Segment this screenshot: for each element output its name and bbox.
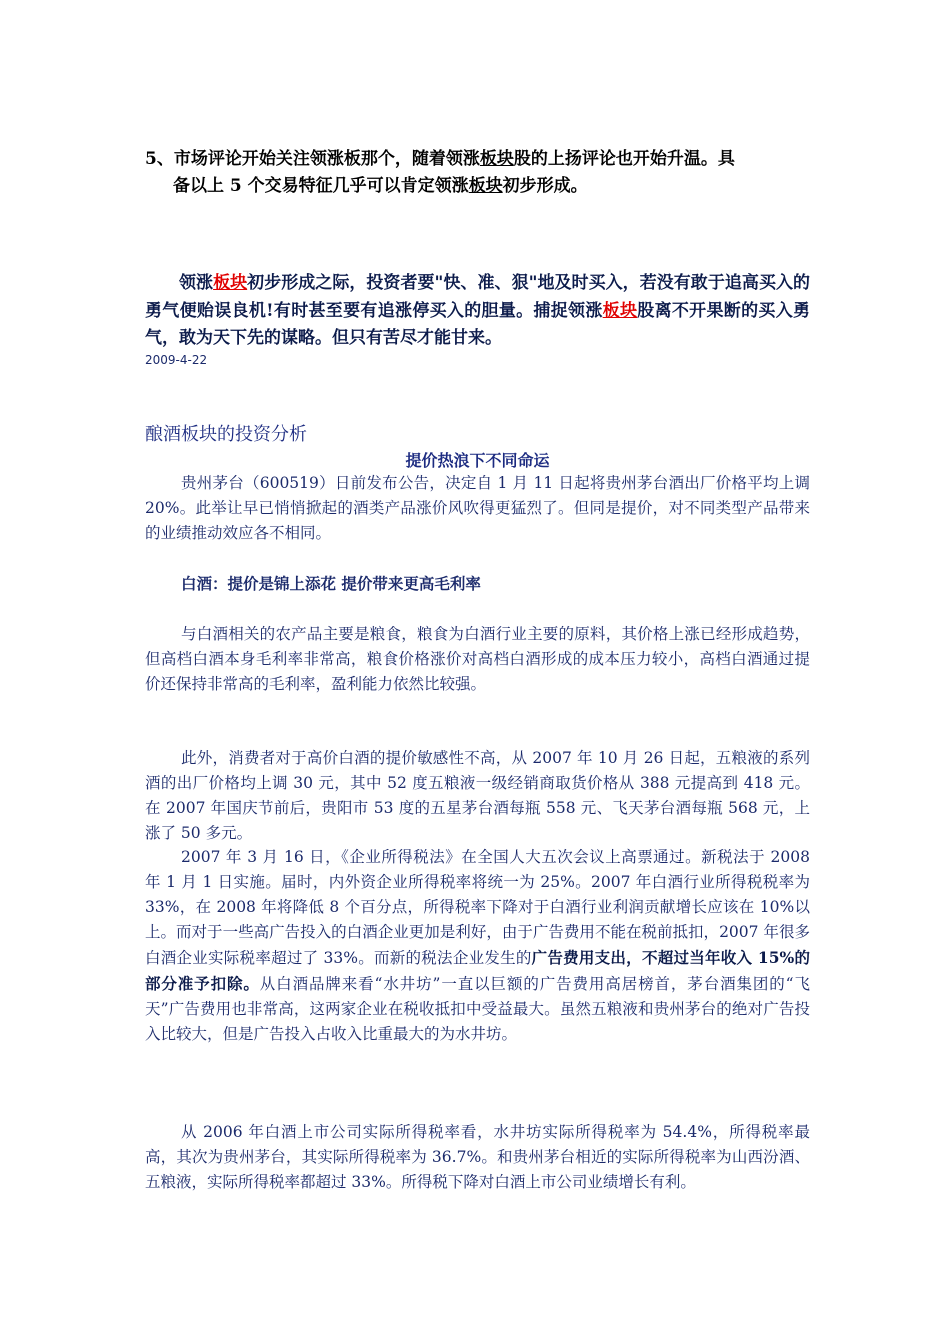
- article-subtitle: 提价热浪下不同命运: [405, 451, 550, 470]
- paragraph-5: 从 2006 年白酒上市公司实际所得税率看，水井坊实际所得税率为 54.4%，所得税率最高，其次为贵州茅台，其实际所得税率为 36.7%。和贵州茅台相近的实际所得税率为山西汾酒、五粮液，实际所得税率都超过 33%。所得税下降对白酒上市公司业绩增长有利。: [145, 1123, 810, 1191]
- section-title: 酿酒板块的投资分析: [145, 424, 307, 445]
- lead-paragraph: [145, 270, 810, 353]
- sub-heading: 白酒：提价是锦上添花 提价带来更高毛利率: [181, 575, 481, 593]
- lead-text: 领涨: [179, 273, 214, 293]
- highlight-link[interactable]: 板块: [602, 300, 638, 321]
- highlight-link[interactable]: 板块: [213, 273, 248, 293]
- item5-line2: [145, 173, 810, 200]
- item5-text: 5、市场评论开始关注领涨板那个，随着领涨: [145, 149, 480, 169]
- paragraph-4: [145, 845, 810, 1047]
- date-stamp: 2009-4-22: [145, 353, 208, 367]
- paragraph-4-text: 从白酒品牌来看“水井坊”一直以巨额的广告费用高居榜首，茅台酒集团的“飞天”广告费用也非常高，这两家企业在税收抵扣中受益最大。虽然五粮液和贵州茅台的绝对广告投入比较大，但是广告投入占收入比重最大的为水井坊。: [145, 975, 810, 1043]
- paragraph-2: 与白酒相关的农产品主要是粮食，粮食为白酒行业主要的原料，其价格上涨已经形成趋势，但高档白酒本身毛利率非常高，粮食价格涨价对高档白酒形成的成本压力较小，高档白酒通过提价还保持非常高的毛利率，盈利能力依然比较强。: [145, 625, 810, 693]
- lead-text: 初步形成之际，投资者要"快、准、狠"地及时买入，若没有敢于追高买入的勇气便贻误良机!有时甚至要有追涨停买入的胆量。捕捉领涨: [145, 273, 811, 321]
- item5-line1: [145, 146, 810, 173]
- list-item-5: [145, 146, 810, 200]
- paragraph-4-bold: 广告费用支出，不超过当年收入 15%的部分准予扣除。: [145, 948, 810, 993]
- paragraph-3: 此外，消费者对于高价白酒的提价敏感性不高，从 2007 年 10 月 26 日起，五粮液的系列酒的出厂价格均上调 30 元，其中 52 度五粮液一级经销商取货价格从 388 元提高到 418 元。在 2007 年国庆节前后，贵阳市 53 度的五星茅台酒每瓶 558 元、飞天茅台酒每瓶 568 元，上涨了 50 多元。: [145, 749, 810, 842]
- underlined-term: 板块: [479, 149, 514, 169]
- item5-text: 初步形成。: [502, 176, 588, 196]
- underlined-term: 板块: [468, 176, 503, 196]
- item5-text: 备以上 5 个交易特征几乎可以肯定领涨: [173, 176, 469, 196]
- paragraph-4-text: 2007 年 3 月 16 日，《企业所得税法》在全国人大五次会议上高票通过。新税法于 2008 年 1 月 1 日实施。届时，内外资企业所得税率将统一为 25%。2007 年白酒行业所得税税率为 33%，在 2008 年将降低 8 个百分点，所得税率下降对于白酒行业利润贡献增长应该在 10%以上。而对于一些高广告投入的白酒企业更加是利好，由于广告费用不能在税前抵扣，2007 年很多白酒企业实际税率超过了 33%。而新的税法企业发生的: [145, 848, 810, 967]
- lead-text: 股离不开果断的买入勇气，敢为天下先的谋略。但只有苦尽才能甘来。: [145, 300, 810, 348]
- item5-text: 股的上扬评论也开始升温。具: [513, 149, 735, 169]
- paragraph-1: 贵州茅台（600519）日前发布公告，决定自 1 月 11 日起将贵州茅台酒出厂价格平均上调 20%。此举让早已悄悄掀起的酒类产品涨价风吹得更猛烈了。但同是提价，对不同类型产品带来的业绩推动效应各不相同。: [145, 474, 810, 542]
